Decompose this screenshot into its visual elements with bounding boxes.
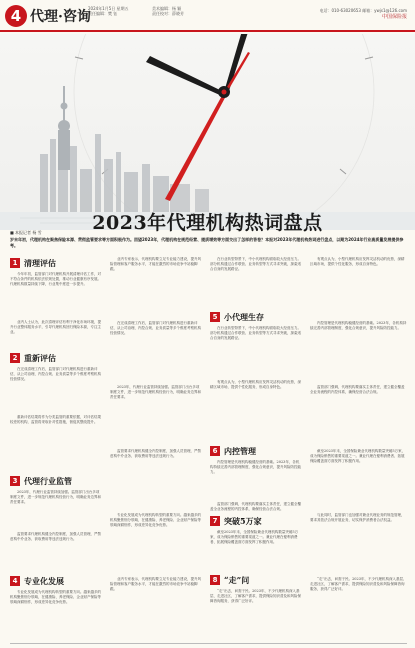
section-number: 8 — [210, 575, 220, 585]
designer-info — [152, 6, 184, 16]
paragraph: 与此同时，监管部门也加强对兼业代理业务的规范管理，要求其依法合规开展业务，切实保护消费者合法权益。 — [310, 513, 405, 523]
section-heading — [210, 515, 262, 527]
paragraph: 监管要求代理机构健全内控制度，加强人员管理，严禁虚构中介业务、套取费用等违法违规行为。 — [10, 532, 101, 542]
section-title: 清理评估 — [24, 257, 56, 268]
section-number: 3 — [10, 476, 20, 486]
lead-paragraph: 岁末年初，代理机构在聚焦保险本源、贯彻监管要求等方面积极作为。回望2023年，代理机构在规范经营、提质增效等方面交出了怎样的答卷？本报对2023年代理机构热词进行盘点，以期为2024年行业高质量发展提供参考。 — [10, 237, 404, 248]
byline: ■ 本报记者 杨 雪 — [10, 230, 42, 235]
paragraph: 截至2023年末，全国保险兼业代理机构数量突破5万家，成为保险销售的重要渠道之一。兼业代理在便利消费者、拓展保险覆盖面方面发挥了积极作用。 — [210, 530, 299, 545]
section-title: 专业化发展 — [24, 575, 64, 586]
section-number: 4 — [10, 576, 20, 586]
section-number: 2 — [10, 353, 20, 363]
paragraph: 在完成清理工作后，监管部门对代理机构进行重新评估，从公司治理、内控合规、业务质量等多个维度考察机构经营情况。 — [10, 367, 101, 382]
contact-line: 电话：010-63020653 邮箱：ywjs1@126.com — [319, 8, 407, 13]
paragraph: 内控管理是代理机构稳健经营的基础。2023年，各机构持续完善内部管理制度，强化合规意识，提升风险防控能力。 — [210, 460, 301, 475]
paragraph: 内控管理是代理机构稳健经营的基础。2023年，各机构持续完善内部管理制度，强化合规意识，提升风险防控能力。 — [310, 321, 407, 331]
editor-line: 责任编辑：樊 钰 — [88, 11, 118, 16]
date-editor-info — [88, 6, 129, 16]
paragraph: “走”出去，问需于民。2023年，不少代理机构深入基层、走进社区，了解客户需求，提供保险知识普及和风险保障咨询服务，获得广泛好评。 — [310, 577, 407, 592]
section-number: 5 — [210, 312, 220, 322]
footer-divider — [10, 643, 407, 644]
paragraph: 今年年初，监管部门对代理机构开展清理评估工作，对不符合条件的机构依法依规处置，推动行业健康有序发展。代理机构数量持续下降，行业集中度进一步提升。 — [10, 272, 101, 287]
paragraph: “走”出去，问需于民。2023年，不少代理机构深入基层、走进社区，了解客户需求，提供保险知识普及和风险保障咨询服务，获得广泛好评。 — [210, 589, 301, 604]
paragraph: 监管要求代理机构健全内控制度，加强人员管理，严禁虚构中介业务、套取费用等违法违规行为。 — [110, 449, 201, 459]
paragraph: 业内专家表示，代理机构要立足专业能力建设，提升风险管理和客户服务水平，才能在激烈的市场竞争中站稳脚跟。 — [110, 257, 201, 272]
paragraph: 截至2023年末，全国保险兼业代理机构数量突破5万家，成为保险销售的重要渠道之一。兼业代理在便利消费者、拓展保险覆盖面方面发挥了积极作用。 — [310, 449, 406, 464]
designer-line: 美术编辑：杨 颖 — [152, 6, 182, 11]
paragraph: 业内专家表示，代理机构要立足专业能力建设，提升风险管理和客户服务水平，才能在激烈的市场竞争中站稳脚跟。 — [110, 577, 201, 592]
newspaper-name: 中国保险报 — [381, 14, 407, 20]
date-line: 2024年1月5日 星期五 — [88, 6, 129, 11]
section-title: 重新评估 — [24, 352, 56, 363]
paragraph: 在行业转型背景下，中小代理机构面临较大经营压力。部分机构通过合作联营、业务转型等方式寻求突破，探索适合自身的发展路径。 — [210, 326, 301, 341]
section-title: 代理·咨询 — [30, 9, 91, 25]
section-heading — [10, 575, 64, 587]
column-4 — [310, 257, 407, 640]
proof-line: 责任校对：薛晓芳 — [152, 11, 184, 16]
section-heading — [210, 574, 249, 586]
article-headline: 2023年代理机构热词盘点 — [92, 212, 323, 234]
section-number: 1 — [10, 258, 20, 268]
section-title: 突破5万家 — [224, 515, 262, 526]
section-heading — [210, 311, 264, 323]
contact-info — [319, 8, 407, 20]
column-1 — [10, 257, 102, 640]
paragraph: 有观点认为，小型代理机构应发挥灵活机动的优势，深耕区域市场，提供个性化服务，形成自身特色。 — [210, 380, 301, 390]
paragraph: 在行业转型背景下，中小代理机构面临较大经营压力。部分机构通过合作联营、业务转型等方式寻求突破，探索适合自身的发展路径。 — [210, 257, 301, 272]
section-heading — [210, 445, 256, 457]
section-number: 6 — [210, 446, 220, 456]
header-divider — [0, 30, 415, 32]
paragraph: 重新评估结果将作为分类监管的重要依据，对评估结果较差的机构，监管将采取针对性措施，督促其整改提升。 — [10, 415, 101, 425]
section-heading — [10, 475, 72, 487]
page-number-badge: 4 — [5, 5, 27, 27]
hero-image — [0, 34, 415, 230]
paragraph: 专业化发展成为代理机构转型的重要方向。越来越多的机构聚焦细分领域，在健康险、养老保险、企业财产保险等领域深耕细作，形成差异化竞争优势。 — [110, 513, 201, 528]
section-title: 代理行业监管 — [24, 475, 72, 486]
section-heading — [10, 257, 56, 269]
clock-skyline-illustration — [0, 34, 415, 230]
column-2 — [110, 257, 202, 640]
paragraph: 监管部门强调，代理机构要落实主体责任，建立健全覆盖全业务流程的内控体系，确保经营合法合规。 — [310, 385, 405, 395]
page-header — [0, 0, 415, 34]
paragraph: 2023年，代理行业监管持续加强。监管部门出台多项制度文件，进一步规范代理机构经营行为，明确业务边界和责任要求。 — [10, 490, 101, 505]
article-body — [10, 257, 407, 640]
column-3 — [210, 257, 302, 640]
paragraph: 在完成清理工作后，监管部门对代理机构进行重新评估，从公司治理、内控合规、业务质量等多个维度考察机构经营情况。 — [110, 321, 201, 336]
section-title: 内控管理 — [224, 445, 256, 456]
paragraph: 2023年，代理行业监管持续加强。监管部门出台多项制度文件，进一步规范代理机构经营行为，明确业务边界和责任要求。 — [110, 385, 201, 400]
paragraph: 专业化发展成为代理机构转型的重要方向。越来越多的机构聚焦细分领域，在健康险、养老保险、企业财产保险等领域深耕细作，形成差异化竞争优势。 — [10, 590, 101, 605]
paragraph: 监管部门强调，代理机构要落实主体责任，建立健全覆盖全业务流程的内控体系，确保经营合法合规。 — [210, 502, 301, 512]
section-number: 7 — [210, 516, 220, 526]
section-heading — [10, 352, 56, 364]
paragraph: 业内人士认为，此次清理评估有利于净化市场环境，提升行业整体服务水平，引导代理机构回归保险本源，专注主业。 — [10, 320, 101, 335]
section-title: “走”问 — [224, 574, 250, 585]
paragraph: 有观点认为，小型代理机构应发挥灵活机动的优势，深耕区域市场，提供个性化服务，形成自身特色。 — [310, 257, 405, 267]
section-title: 小代理生存 — [224, 311, 264, 322]
